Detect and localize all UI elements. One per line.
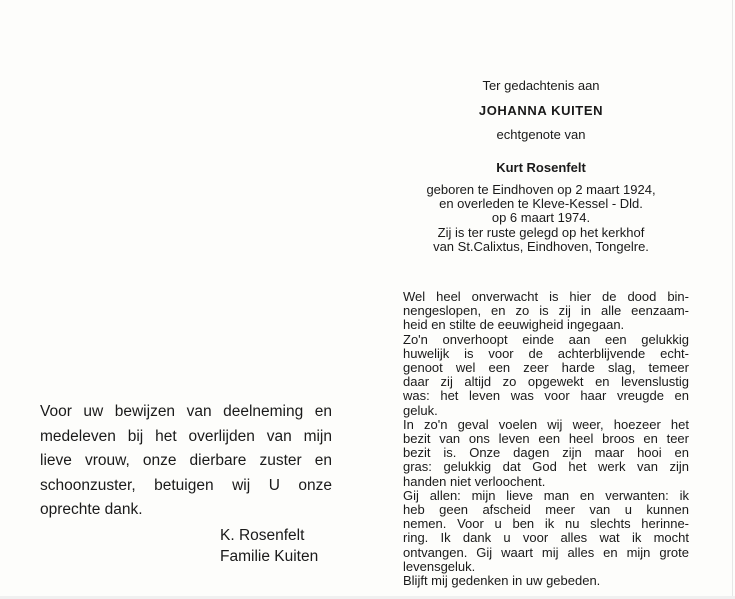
dates-line: Zij is ter ruste gelegd op het kerkhof xyxy=(437,224,645,240)
spouse-name: Kurt Rosenfelt xyxy=(496,160,586,175)
dates-line: en overleden te Kleve-Kessel - Dld. xyxy=(439,196,643,212)
text-line: levensgeluk. xyxy=(403,558,476,574)
thanks-line: oprechte dank. xyxy=(40,501,143,518)
deceased-name: JOHANNA KUITEN xyxy=(478,103,604,118)
card-edge-right xyxy=(732,0,733,599)
signature-line: K. Rosenfelt xyxy=(220,527,305,544)
text-line: bezit van ons leven een heel broos en teer xyxy=(403,431,689,447)
text-line: daar zij altijd zo opgewekt en levenslustig xyxy=(403,374,689,390)
text-line: Zo'n onverhoopt einde aan een gelukkig xyxy=(403,331,689,347)
text-line: gras: gelukkig dat God het werk van zijn xyxy=(403,459,689,475)
text-line: Blijft mij gedenken in uw gebeden. xyxy=(403,573,601,589)
text-line: Wel heel onverwacht is hier de dood bin- xyxy=(403,289,689,304)
text-line: Gij allen: mijn lieve man en verwanten: ik xyxy=(403,487,689,503)
dates-line: op 6 maart 1974. xyxy=(491,210,591,226)
text-line: genoot wel een zeer harde slag, temeer xyxy=(403,360,689,376)
thanks-line: Voor uw bewijzen van deelneming en xyxy=(40,403,332,420)
signature-line: Familie Kuiten xyxy=(220,548,319,565)
text-line: handen niet verloochent. xyxy=(403,473,546,489)
text-line: geluk. xyxy=(403,402,438,418)
text-line: In zo'n geval voelen wij weer, hoezeer het xyxy=(403,416,689,432)
text-line: nengeslopen, en zo is zij in alle eenzaam- xyxy=(403,303,689,319)
spouse-intro: echtgenote van xyxy=(496,127,586,142)
text-line: ring. Ik dank u voor alles wat ik mocht xyxy=(403,530,689,546)
life-dates xyxy=(396,183,686,254)
text-line: ontvangen. Gij waart mij alles en mijn grote xyxy=(403,544,689,560)
memorial-text xyxy=(403,290,689,588)
text-line: heid en stilte de eeuwigheid ingegaan. xyxy=(403,317,625,333)
dates-line: geboren te Eindhoven op 2 maart 1924, xyxy=(426,182,656,197)
thanks-line: lieve vrouw, onze dierbare zuster en xyxy=(40,452,332,469)
text-line: huwelijk is voor de achterblijvende echt- xyxy=(403,345,689,361)
thanks-line: schoonzuster, betuigen wij U onze xyxy=(40,476,332,494)
text-line: was: het leven was voor haar vreugde en xyxy=(403,388,689,404)
dates-line: van St.Calixtus, Eindhoven, Tongelre. xyxy=(433,238,649,254)
text-line: heb geen afscheid meer van u kunnen xyxy=(403,502,689,518)
thanks-line: medeleven bij het overlijden van mijn xyxy=(40,427,332,445)
thank-you-text xyxy=(40,400,332,523)
text-line: bezit is. Onze dagen zijn maar hooi en xyxy=(403,445,689,461)
text-line: nemen. Voor u ben ik nu slechts herinne- xyxy=(403,516,689,532)
memorial-intro: Ter gedachtenis aan xyxy=(482,78,600,93)
